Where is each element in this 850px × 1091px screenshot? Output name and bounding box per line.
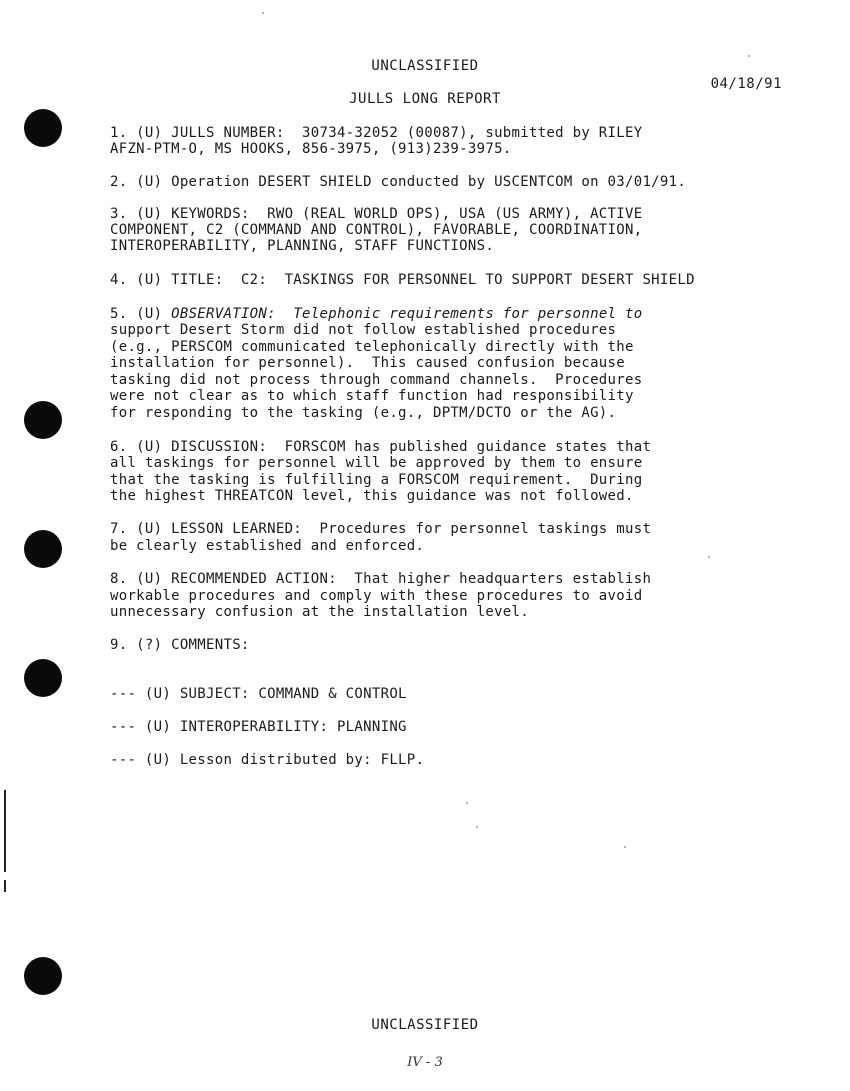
classification-header: UNCLASSIFIED [371, 58, 479, 74]
item-3-line-2: COMPONENT, C2 (COMMAND AND CONTROL), FAVORABLE, COORDINATION, [110, 222, 643, 238]
item-5-line-5: tasking did not process through command channels. Procedures [110, 372, 643, 388]
item-7-line-1: 7. (U) LESSON LEARNED: Procedures for personnel taskings must [110, 521, 652, 537]
item-3-line-3: INTEROPERABILITY, PLANNING, STAFF FUNCTIONS. [110, 238, 495, 254]
item-3-line-1: 3. (U) KEYWORDS: RWO (REAL WORLD OPS), USA (US ARMY), ACTIVE [110, 206, 643, 222]
note-subject: --- (U) SUBJECT: COMMAND & CONTROL [110, 686, 407, 702]
punch-hole-3 [24, 530, 62, 568]
item-6-line-4: the highest THREATCON level, this guidance was not followed. [110, 488, 634, 504]
item-4-line-1: 4. (U) TITLE: C2: TASKINGS FOR PERSONNEL TO SUPPORT DESERT SHIELD [110, 272, 695, 288]
item-6-line-2: all taskings for personnel will be approved by them to ensure [110, 455, 643, 471]
punch-hole-5 [24, 957, 62, 995]
item-2-line-1: 2. (U) Operation DESERT SHIELD conducted by USCENTCOM on 03/01/91. [110, 174, 687, 190]
item-7-line-2: be clearly established and enforced. [110, 538, 425, 554]
report-title: JULLS LONG REPORT [349, 91, 501, 107]
item-5-line-6: were not clear as to which staff function had responsibility [110, 388, 634, 404]
item-6-line-1: 6. (U) DISCUSSION: FORSCOM has published guidance states that [110, 439, 652, 455]
item-1-line-2: AFZN-PTM-O, MS HOOKS, 856-3975, (913)239-3975. [110, 141, 512, 157]
note-distributed: --- (U) Lesson distributed by: FLLP. [110, 752, 425, 768]
item-8-line-3: unnecessary confusion at the installation level. [110, 604, 529, 620]
item-1-line-1: 1. (U) JULLS NUMBER: 30734-32052 (00087), submitted by RILEY [110, 125, 643, 141]
observation-label: OBSERVATION: [171, 306, 276, 322]
item-9-line-1: 9. (?) COMMENTS: [110, 637, 250, 653]
item-5-line-7: for responding to the tasking (e.g., DPTM/DCTO or the AG). [110, 405, 617, 421]
item-5-line-3: (e.g., PERSCOM communicated telephonically directly with the [110, 339, 634, 355]
scan-speck [476, 826, 478, 828]
item-8-line-2: workable procedures and comply with these procedures to avoid [110, 588, 643, 604]
item-6-line-3: that the tasking is fulfilling a FORSCOM requirement. During [110, 472, 643, 488]
punch-hole-4 [24, 659, 62, 697]
scan-speck [466, 802, 468, 804]
scan-edge-mark [4, 790, 6, 872]
item-5-line-1-rest: Telephonic requirements for personnel to [275, 306, 643, 322]
page-number: IV - 3 [407, 1055, 443, 1070]
note-interoperability: --- (U) INTEROPERABILITY: PLANNING [110, 719, 407, 735]
scan-speck [262, 12, 264, 14]
report-date: 04/18/91 [710, 76, 782, 92]
scan-speck [748, 55, 750, 57]
scan-edge-mark [4, 880, 6, 892]
punch-hole-1 [24, 109, 62, 147]
punch-hole-2 [24, 401, 62, 439]
scan-speck [708, 556, 710, 558]
item-5-line-1 [110, 306, 642, 323]
item-5-prefix: 5. (U) [110, 306, 172, 322]
classification-footer: UNCLASSIFIED [371, 1017, 479, 1033]
item-5-line-2: support Desert Storm did not follow established procedures [110, 322, 617, 338]
item-8-line-1: 8. (U) RECOMMENDED ACTION: That higher headquarters establish [110, 571, 652, 587]
scan-speck [624, 846, 626, 848]
item-5-line-4: installation for personnel). This caused confusion because [110, 355, 625, 371]
